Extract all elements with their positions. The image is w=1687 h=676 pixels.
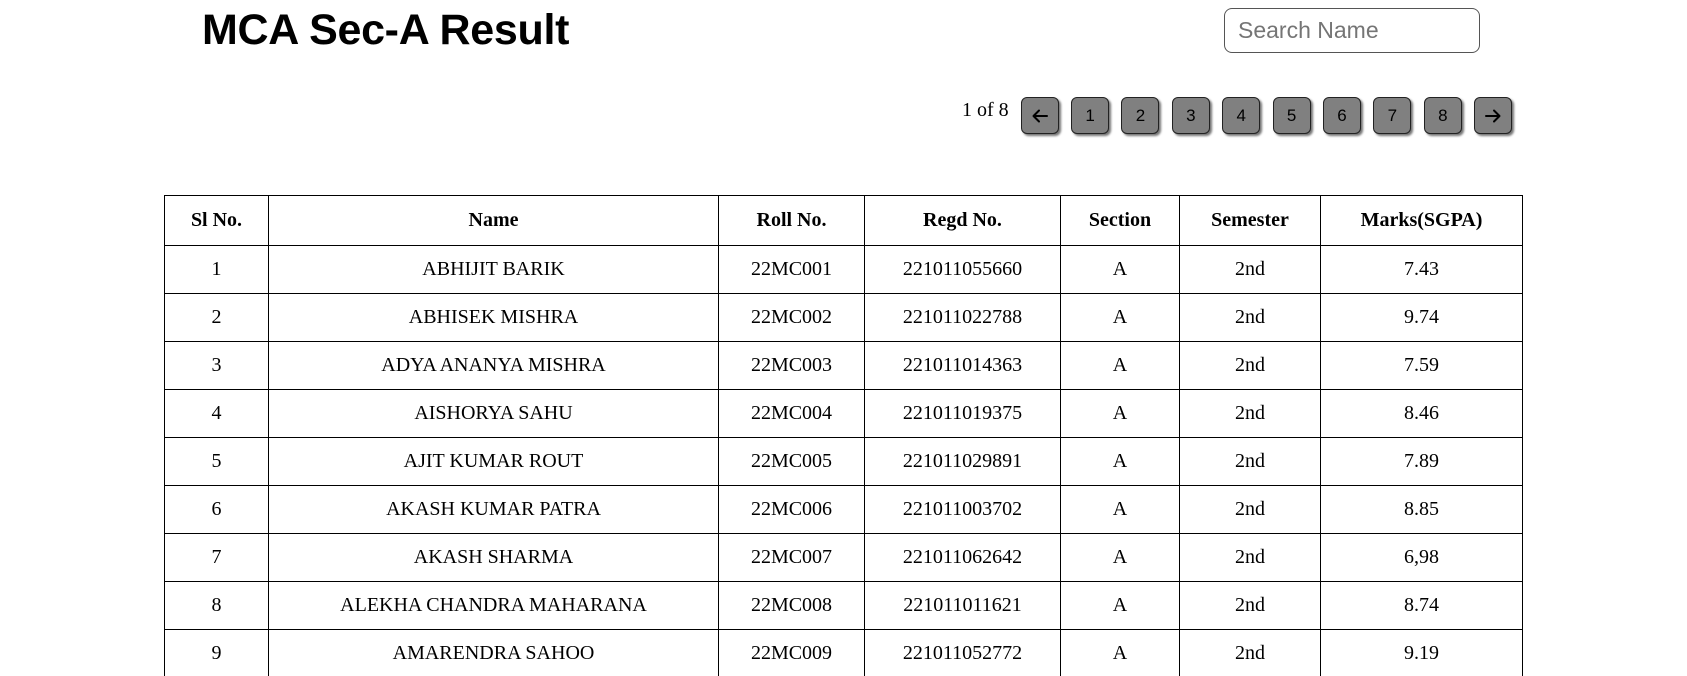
cell-semester: 2nd bbox=[1180, 342, 1321, 390]
page-button-6[interactable]: 6 bbox=[1323, 97, 1361, 134]
cell-marks: 7.89 bbox=[1321, 438, 1523, 486]
column-header-section: Section bbox=[1061, 196, 1180, 246]
column-header-sl-no: Sl No. bbox=[165, 196, 269, 246]
table-row bbox=[165, 582, 1523, 630]
cell-marks: 8.74 bbox=[1321, 582, 1523, 630]
cell-marks: 7.59 bbox=[1321, 342, 1523, 390]
result-table bbox=[164, 195, 1523, 676]
column-header-marks: Marks(SGPA) bbox=[1321, 196, 1523, 246]
column-header-roll-no: Roll No. bbox=[719, 196, 865, 246]
page-button-4[interactable]: 4 bbox=[1222, 97, 1260, 134]
cell-regd-no: 221011055660 bbox=[865, 246, 1061, 294]
page-button-3[interactable]: 3 bbox=[1172, 97, 1210, 134]
cell-roll-no: 22MC007 bbox=[719, 534, 865, 582]
cell-roll-no: 22MC008 bbox=[719, 582, 865, 630]
page-button-7[interactable]: 7 bbox=[1373, 97, 1411, 134]
cell-semester: 2nd bbox=[1180, 294, 1321, 342]
cell-semester: 2nd bbox=[1180, 534, 1321, 582]
cell-section: A bbox=[1061, 390, 1180, 438]
cell-roll-no: 22MC004 bbox=[719, 390, 865, 438]
page-button-8[interactable]: 8 bbox=[1424, 97, 1462, 134]
cell-name: AISHORYA SAHU bbox=[269, 390, 719, 438]
cell-name: AKASH KUMAR PATRA bbox=[269, 486, 719, 534]
cell-regd-no: 221011052772 bbox=[865, 630, 1061, 676]
cell-sl-no: 1 bbox=[165, 246, 269, 294]
pagination bbox=[962, 97, 1525, 134]
table-row bbox=[165, 246, 1523, 294]
table-row bbox=[165, 486, 1523, 534]
cell-sl-no: 9 bbox=[165, 630, 269, 676]
page-button-5[interactable]: 5 bbox=[1273, 97, 1311, 134]
cell-section: A bbox=[1061, 246, 1180, 294]
column-header-semester: Semester bbox=[1180, 196, 1321, 246]
cell-section: A bbox=[1061, 294, 1180, 342]
cell-roll-no: 22MC005 bbox=[719, 438, 865, 486]
table-row bbox=[165, 390, 1523, 438]
cell-roll-no: 22MC009 bbox=[719, 630, 865, 676]
cell-sl-no: 4 bbox=[165, 390, 269, 438]
cell-marks: 7.43 bbox=[1321, 246, 1523, 294]
cell-sl-no: 8 bbox=[165, 582, 269, 630]
arrow-right-icon bbox=[1485, 109, 1501, 123]
cell-section: A bbox=[1061, 582, 1180, 630]
page-button-2[interactable]: 2 bbox=[1121, 97, 1159, 134]
cell-regd-no: 221011014363 bbox=[865, 342, 1061, 390]
table-row bbox=[165, 294, 1523, 342]
cell-section: A bbox=[1061, 630, 1180, 676]
cell-marks: 8.46 bbox=[1321, 390, 1523, 438]
cell-roll-no: 22MC002 bbox=[719, 294, 865, 342]
arrow-left-icon bbox=[1032, 109, 1048, 123]
cell-section: A bbox=[1061, 342, 1180, 390]
cell-sl-no: 3 bbox=[165, 342, 269, 390]
cell-marks: 9.19 bbox=[1321, 630, 1523, 676]
table-row bbox=[165, 534, 1523, 582]
cell-semester: 2nd bbox=[1180, 486, 1321, 534]
column-header-name: Name bbox=[269, 196, 719, 246]
cell-regd-no: 221011019375 bbox=[865, 390, 1061, 438]
page-button-1[interactable]: 1 bbox=[1071, 97, 1109, 134]
cell-name: AMARENDRA SAHOO bbox=[269, 630, 719, 676]
cell-regd-no: 221011029891 bbox=[865, 438, 1061, 486]
cell-roll-no: 22MC006 bbox=[719, 486, 865, 534]
cell-semester: 2nd bbox=[1180, 390, 1321, 438]
cell-section: A bbox=[1061, 438, 1180, 486]
next-page-button[interactable] bbox=[1474, 97, 1512, 134]
cell-regd-no: 221011003702 bbox=[865, 486, 1061, 534]
cell-section: A bbox=[1061, 486, 1180, 534]
cell-marks: 6,98 bbox=[1321, 534, 1523, 582]
cell-sl-no: 6 bbox=[165, 486, 269, 534]
cell-name: ALEKHA CHANDRA MAHARANA bbox=[269, 582, 719, 630]
cell-name: AKASH SHARMA bbox=[269, 534, 719, 582]
table-row bbox=[165, 630, 1523, 676]
search-input[interactable] bbox=[1224, 8, 1480, 53]
table-body bbox=[165, 246, 1523, 676]
cell-semester: 2nd bbox=[1180, 582, 1321, 630]
cell-marks: 8.85 bbox=[1321, 486, 1523, 534]
cell-marks: 9.74 bbox=[1321, 294, 1523, 342]
cell-section: A bbox=[1061, 534, 1180, 582]
cell-name: ABHISEK MISHRA bbox=[269, 294, 719, 342]
cell-semester: 2nd bbox=[1180, 438, 1321, 486]
cell-regd-no: 221011011621 bbox=[865, 582, 1061, 630]
cell-roll-no: 22MC003 bbox=[719, 342, 865, 390]
table-header-row bbox=[165, 196, 1523, 246]
cell-name: ADYA ANANYA MISHRA bbox=[269, 342, 719, 390]
prev-page-button[interactable] bbox=[1021, 97, 1059, 134]
table-row bbox=[165, 438, 1523, 486]
page-info: 1 of 8 bbox=[962, 99, 1009, 121]
cell-semester: 2nd bbox=[1180, 630, 1321, 676]
cell-sl-no: 2 bbox=[165, 294, 269, 342]
cell-name: ABHIJIT BARIK bbox=[269, 246, 719, 294]
cell-regd-no: 221011062642 bbox=[865, 534, 1061, 582]
cell-roll-no: 22MC001 bbox=[719, 246, 865, 294]
column-header-regd-no: Regd No. bbox=[865, 196, 1061, 246]
cell-semester: 2nd bbox=[1180, 246, 1321, 294]
table-row bbox=[165, 342, 1523, 390]
page-title: MCA Sec-A Result bbox=[202, 6, 570, 54]
cell-sl-no: 7 bbox=[165, 534, 269, 582]
cell-regd-no: 221011022788 bbox=[865, 294, 1061, 342]
cell-sl-no: 5 bbox=[165, 438, 269, 486]
cell-name: AJIT KUMAR ROUT bbox=[269, 438, 719, 486]
